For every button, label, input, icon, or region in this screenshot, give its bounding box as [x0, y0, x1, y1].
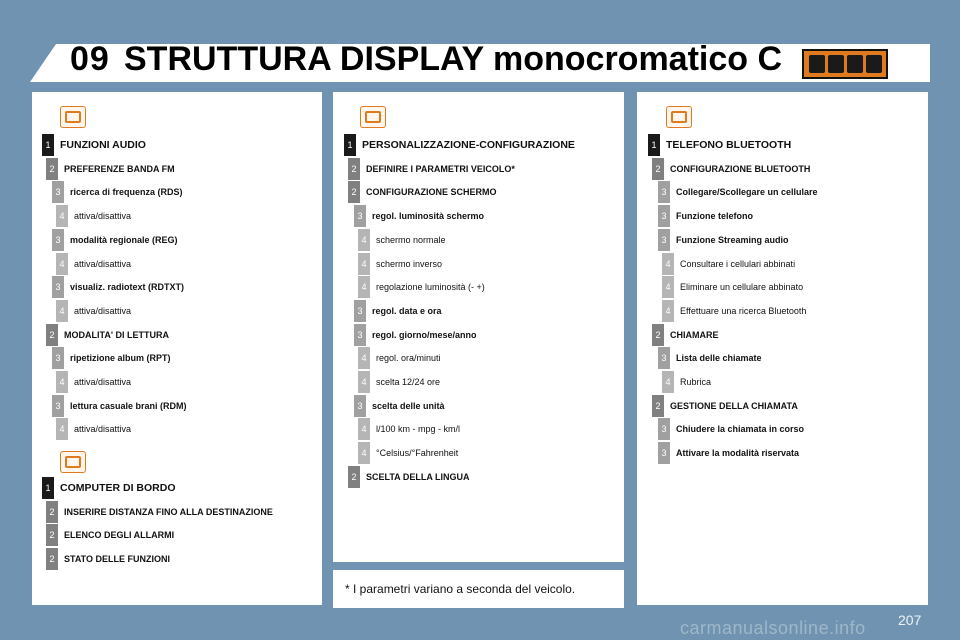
level-badge: 4 [358, 276, 370, 298]
menu-row-level-4 [662, 276, 803, 298]
menu-row-level-4 [56, 205, 131, 227]
menu-row-text: CHIAMARE [670, 329, 719, 340]
menu-row-level-3 [658, 347, 762, 369]
menu-row-level-4 [56, 253, 131, 275]
menu-row-level-4 [358, 276, 485, 298]
menu-row-text: ricerca di frequenza (RDS) [70, 187, 183, 198]
level-badge: 3 [658, 181, 670, 203]
menu-row-level-2 [348, 181, 497, 203]
menu-row-level-3 [52, 276, 184, 298]
level-badge: 3 [354, 205, 366, 227]
level-badge: 3 [658, 229, 670, 251]
header-icon-strip [802, 49, 888, 79]
menu-row-level-3 [52, 395, 187, 417]
menu-row-level-4 [358, 253, 442, 275]
menu-row-text: regol. ora/minuti [376, 353, 441, 364]
menu-row-text: attiva/disattiva [74, 258, 132, 269]
level-badge: 1 [42, 477, 54, 499]
menu-row-text: regol. giorno/mese/anno [372, 329, 477, 340]
menu-row-level-4 [358, 347, 441, 369]
menu-row-text: Chiudere la chiamata in corso [676, 424, 805, 435]
chapter-number: 09 [70, 40, 110, 78]
menu-row-level-1 [648, 134, 791, 156]
level-badge: 2 [652, 324, 664, 346]
menu-row-level-4 [358, 442, 458, 464]
level-badge: 4 [358, 347, 370, 369]
page-number: 207 [898, 612, 922, 628]
level-badge: 3 [658, 442, 670, 464]
level-badge: 3 [52, 276, 64, 298]
audio-icon [60, 106, 86, 128]
menu-row-level-1 [42, 477, 176, 499]
level-badge: 4 [662, 253, 674, 275]
level-badge: 3 [658, 418, 670, 440]
level-badge: 2 [46, 324, 58, 346]
menu-row-level-4 [358, 418, 460, 440]
level-badge: 3 [52, 229, 64, 251]
menu-row-level-4 [662, 371, 711, 393]
level-badge: 4 [358, 229, 370, 251]
menu-row-text: Effettuare una ricerca Bluetooth [680, 305, 807, 316]
menu-row-level-4 [358, 371, 440, 393]
level-badge: 2 [46, 524, 58, 546]
level-badge: 4 [56, 253, 68, 275]
menu-row-level-4 [358, 229, 446, 251]
menu-row-text: visualiz. radiotext (RDTXT) [70, 282, 185, 293]
menu-row-text: attiva/disattiva [74, 424, 132, 435]
level-badge: 2 [348, 466, 360, 488]
menu-row-level-3 [658, 181, 818, 203]
menu-row-text: COMPUTER DI BORDO [60, 482, 176, 494]
menu-row-level-3 [658, 229, 789, 251]
level-badge: 2 [46, 501, 58, 523]
level-badge: 3 [354, 324, 366, 346]
menu-row-text: attiva/disattiva [74, 305, 132, 316]
watermark: carmanualsonline.info [680, 618, 866, 638]
menu-row-text: STATO DELLE FUNZIONI [64, 554, 170, 565]
audio-icon [809, 55, 825, 73]
level-badge: 3 [52, 347, 64, 369]
level-badge: 2 [46, 158, 58, 180]
menu-row-text: FUNZIONI AUDIO [60, 139, 146, 151]
level-badge: 4 [56, 418, 68, 440]
menu-row-text: lettura casuale brani (RDM) [70, 400, 187, 411]
menu-row-text: Funzione telefono [676, 211, 753, 222]
menu-row-level-3 [354, 324, 477, 346]
menu-row-level-3 [658, 205, 753, 227]
menu-row-text: attiva/disattiva [74, 211, 132, 222]
menu-row-text: ELENCO DEGLI ALLARMI [64, 530, 175, 541]
menu-row-level-3 [658, 418, 804, 440]
menu-row-level-4 [56, 300, 131, 322]
menu-row-text: Rubrica [680, 377, 712, 387]
level-badge: 4 [358, 442, 370, 464]
menu-row-text: scelta 12/24 ore [376, 377, 441, 387]
menu-row-level-4 [662, 253, 795, 275]
level-badge: 3 [52, 181, 64, 203]
menu-row-text: Consultare i cellulari abbinati [680, 258, 796, 269]
settings-icon [360, 106, 386, 128]
level-badge: 2 [348, 158, 360, 180]
menu-row-text: regol. luminosità schermo [372, 211, 485, 222]
menu-row-text: INSERIRE DISTANZA FINO ALLA DESTINAZIONE [64, 506, 273, 517]
trip-computer-icon [60, 451, 86, 473]
menu-row-text: regol. data e ora [372, 305, 442, 316]
menu-row-text: l/100 km - mpg - km/l [376, 424, 461, 435]
menu-row-text: GESTIONE DELLA CHIAMATA [670, 400, 798, 411]
menu-row-level-2 [46, 501, 273, 523]
level-badge: 4 [56, 300, 68, 322]
menu-row-level-2 [348, 466, 470, 488]
menu-row-text: CONFIGURAZIONE BLUETOOTH [670, 163, 811, 174]
menu-row-level-2 [46, 158, 175, 180]
level-badge: 2 [652, 395, 664, 417]
menu-row-level-3 [354, 300, 442, 322]
level-badge: 4 [358, 418, 370, 440]
menu-row-text: schermo inverso [376, 258, 443, 269]
menu-row-level-3 [658, 442, 799, 464]
level-badge: 2 [348, 181, 360, 203]
menu-row-text: scelta delle unità [372, 400, 445, 411]
menu-row-text: DEFINIRE I PARAMETRI VEICOLO* [366, 163, 515, 174]
menu-row-text: PREFERENZE BANDA FM [64, 163, 175, 174]
phone-icon [866, 55, 882, 73]
level-badge: 3 [354, 300, 366, 322]
menu-row-text: SCELTA DELLA LINGUA [366, 471, 470, 482]
menu-row-level-2 [652, 158, 810, 180]
menu-row-level-4 [56, 371, 131, 393]
menu-row-text: MODALITA' DI LETTURA [64, 329, 169, 340]
menu-row-text: TELEFONO BLUETOOTH [666, 139, 792, 151]
menu-row-level-1 [42, 134, 146, 156]
menu-row-text: ripetizione album (RPT) [70, 353, 171, 364]
menu-row-text: CONFIGURAZIONE SCHERMO [366, 187, 497, 198]
menu-row-text: Attivare la modalità riservata [676, 448, 800, 459]
menu-row-text: modalità regionale (REG) [70, 234, 178, 245]
menu-row-text: attiva/disattiva [74, 377, 132, 387]
level-badge: 2 [46, 548, 58, 570]
menu-row-level-4 [662, 300, 806, 322]
menu-row-level-2 [652, 324, 719, 346]
menu-row-level-2 [348, 158, 515, 180]
footnote: * I parametri variano a seconda del veicolo. [345, 582, 576, 596]
page-title: STRUTTURA DISPLAY monocromatico C [124, 40, 783, 78]
menu-row-text: PERSONALIZZAZIONE-CONFIGURAZIONE [362, 139, 575, 151]
menu-row-level-3 [52, 229, 178, 251]
menu-row-text: regolazione luminosità (- +) [376, 282, 485, 293]
level-badge: 4 [56, 371, 68, 393]
level-badge: 4 [358, 371, 370, 393]
level-badge: 2 [652, 158, 664, 180]
menu-row-level-2 [46, 324, 169, 346]
menu-row-level-2 [46, 524, 174, 546]
menu-row-text: schermo normale [376, 234, 446, 245]
menu-row-level-3 [52, 181, 183, 203]
level-badge: 1 [42, 134, 54, 156]
menu-row-level-4 [56, 418, 131, 440]
level-badge: 3 [354, 395, 366, 417]
menu-row-text: Lista delle chiamate [676, 353, 762, 364]
level-badge: 4 [662, 371, 674, 393]
menu-row-level-3 [354, 205, 484, 227]
menu-row-text: Eliminare un cellulare abbinato [680, 282, 804, 293]
menu-row-level-1 [344, 134, 575, 156]
level-badge: 1 [344, 134, 356, 156]
menu-row-level-3 [354, 395, 445, 417]
phone-icon [666, 106, 692, 128]
level-badge: 1 [648, 134, 660, 156]
menu-row-text: °Celsius/°Fahrenheit [376, 448, 459, 459]
level-badge: 4 [662, 276, 674, 298]
settings-icon [847, 55, 863, 73]
menu-row-level-2 [652, 395, 798, 417]
trip-computer-icon [828, 55, 844, 73]
menu-row-level-3 [52, 347, 171, 369]
level-badge: 3 [52, 395, 64, 417]
menu-row-text: Collegare/Scollegare un cellulare [676, 187, 818, 198]
level-badge: 3 [658, 205, 670, 227]
level-badge: 4 [662, 300, 674, 322]
level-badge: 4 [358, 253, 370, 275]
menu-row-text: Funzione Streaming audio [676, 234, 789, 245]
level-badge: 3 [658, 347, 670, 369]
menu-row-level-2 [46, 548, 170, 570]
level-badge: 4 [56, 205, 68, 227]
